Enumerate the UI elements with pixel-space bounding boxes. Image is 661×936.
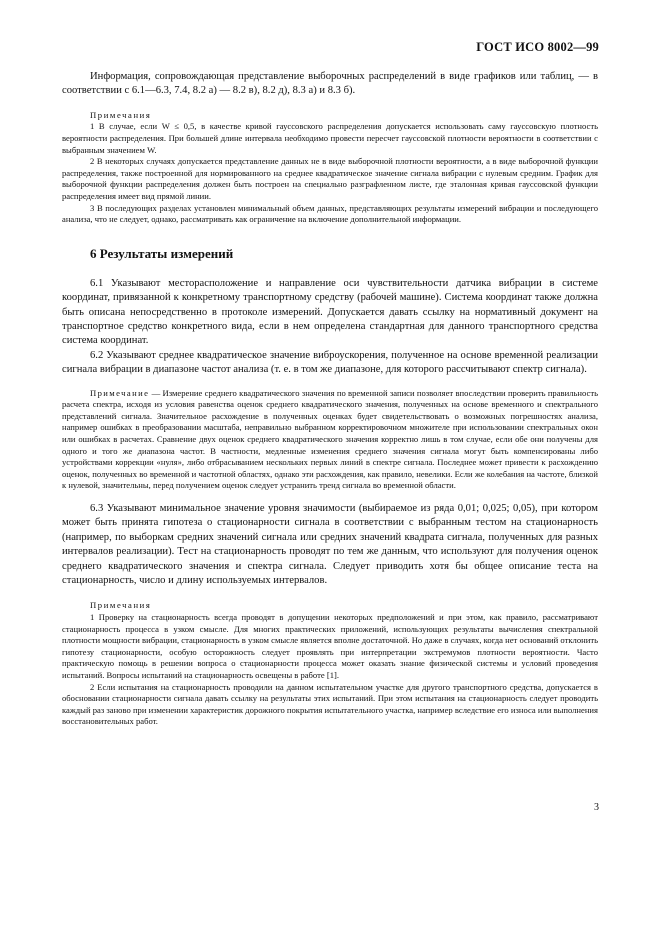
notes1-item-2: 2 В некоторых случаях допускается представление данных не в виде выборочной плотности вероятности, а в виде выборочной функции распределения, также построенной для нормированного на среднее квадратическое значение сигнала вибрации с нулевым средним. График для выборочной функции распределения должен быть построен на специально разграфленном листе, где эталонная кривая гауссовской функции распределения имеет вид прямой линии.	[62, 156, 598, 201]
notes1-heading: Примечания	[90, 109, 152, 120]
page-number: 3	[594, 802, 599, 813]
paragraph-6-1: 6.1 Указывают месторасположение и направление оси чувствительности датчика вибрации в системе координат, привязанной к конкретному транспортному средству (рабочей машине). Система координат также должна быть описана непосредственно в протоколе измерений. Допускается давать ссылку на нормативный документ на транспортное средство конкретного вида, если в нем определена стандартная для данного транспортного средства система координат.	[62, 277, 598, 347]
notes2-heading: Примечания	[90, 600, 152, 611]
paragraph-6-2: 6.2 Указывают среднее квадратическое значение виброускорения, полученное на основе временной реализации сигнала вибрации в диапазоне частот анализа (т. е. в том же диапазоне, для которого рассчитывают спектр сигнала).	[62, 349, 598, 376]
section-6-title: 6 Результаты измерений	[90, 245, 234, 261]
note-6-2-heading: Примечание	[90, 387, 150, 398]
notes2-item-2: 2 Если испытания на стационарность проводили на данном испытательном участке для другого транспортного средства, допускается в обосновании стационарности сигнала давать ссылку на результаты этих испытаний. При этом испытания на стационарность следует проводить каждый раз заново при изменении характеристик дорожного покрытия испытательного участка, например вследствие его износа или выполнения восстановительных работ.	[62, 681, 598, 727]
doc-code-header: ГОСТ ИСО 8002—99	[476, 40, 599, 54]
page-content	[62, 70, 598, 728]
notes1-item-1: 1 В случае, если W ≤ 0,5, в качестве кривой гауссовского распределения допускается использовать саму гауссовскую плотность вероятности распределения. При большей длине интервала необходимо провести пересчет гауссовской плотности вероятности в соответствии с выбранным значением W.	[62, 121, 598, 155]
notes1-item-3: 3 В последующих разделах установлен минимальный объем данных, представляющих результаты измерений вибрации и последующего анализа, что не следует, однако, рассматривать как ограничение на включение дополнительной информации.	[62, 202, 598, 225]
notes2-item-1: 1 Проверку на стационарность всегда проводят в допущении некоторых предположений и при этом, как правило, рассматривают стационарность процесса в узком смысле. Для многих практических приложений, использующих результаты вычисления спектральной плотности мощности вибрации, стационарность в узком смысле является вполне достаточной. Но даже в случаях, когда нет оснований отклонить гипотезу стационарности, особую осторожность следует проявлять при интерпретации экстремумов плотности вероятности. Часто практическую помощь в решении вопроса о стационарности процесса может оказать знание физической системы и условий проведения испытаний. Вопросы испытаний на стационарность освещены в работе [1].	[62, 611, 598, 680]
note-6-2	[62, 388, 598, 492]
intro-paragraph: Информация, сопровождающая представление выборочных распределений в виде графиков или таблиц, — в соответствии с 6.1—6.3, 7.4, 8.2 а) — 8.2 в), 8.2 д), 8.3 а) и 8.3 б).	[62, 71, 598, 97]
paragraph-6-3: 6.3 Указывают минимальное значение уровня значимости (выбираемое из ряда 0,01; 0,025; 0,05), при котором может быть принята гипотеза о стационарности сигнала в соответствии с выбранным тестом на стационарность (например, по выборкам средних значений сигнала или средних значений квадрата сигнала, полученных для разных интервалов реализации). Тест на стационарность проводят по тем же данным, что используют для получения оценок среднего квадратического значения и спектра сигнала. Следует приводить хотя бы общее описание теста на стационарность, число и длину используемых интервалов.	[62, 502, 598, 586]
note-6-2-text: — Измерение среднего квадратического значения по временной записи позволяет впоследствии проверить правильность расчета спектра, исходя из условия равенства оценок среднего квадратического значения, полученных на основе временного и спектрального представлений сигнала. Значительное расхождение в полученных оценках будет свидетельствовать о возможных погрешностях анализа, например ошибках в преобразовании масштаба, неправильно выбранном корректировочном множителе при использовании спектральных окон или ошибках в расчетах. Сравнение двух оценок среднего квадратического значения корректно лишь в том случае, если обе они получены для одного и того же диапазона частот. В частности, медленные изменения среднего значения сигнала могут быть компенсированы либо устройствами коррекции «нуля», либо отбрасыванием нескольких первых линий в спектре сигнала. Последнее может привести к расхождению оценок, полученных во временной и частотной областях, однако эти расхождения, как правило, невелики. Если же колебания на частоте, близкой к нулевой, значительны, перед получением оценок следует устранить тренд сигнала во временной области.	[62, 387, 598, 491]
